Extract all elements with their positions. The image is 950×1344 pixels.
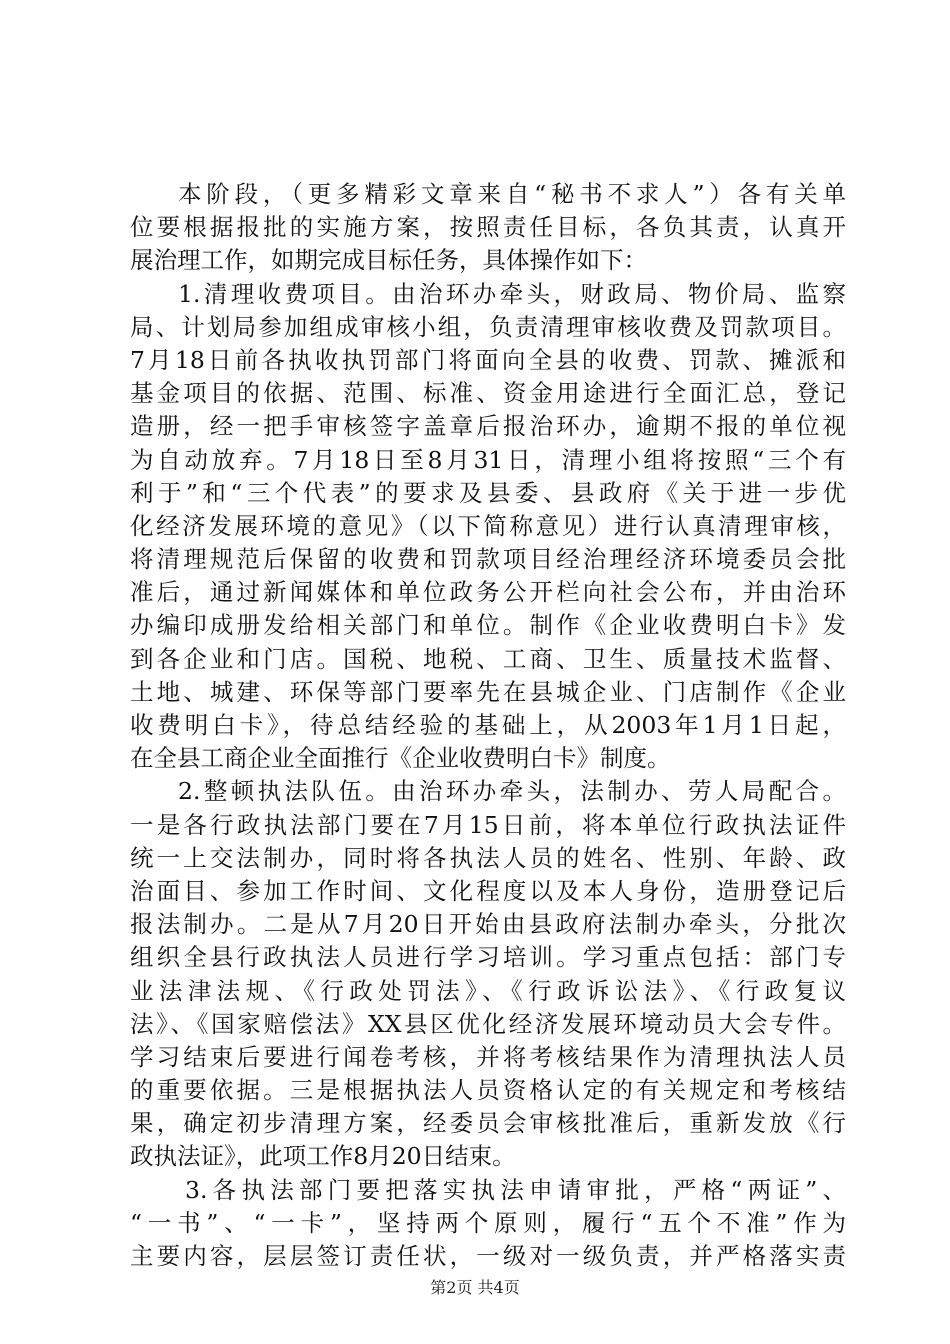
- text-line: 局、计划局参加组成审核小组，负责清理审核收费及罚款项目。: [130, 312, 846, 341]
- text-line: 化经济发展环境的意见》（以下简称意见）进行认真清理审核，: [130, 511, 846, 540]
- text-line: 本阶段，（更多精彩文章来自“秘书不求人”）各有关单: [178, 180, 846, 208]
- text-line: 一是各行政执法部门要在7月15日前，将本单位行政执法证件: [130, 810, 846, 839]
- text-line: 准后，通过新闻媒体和单位政务公开栏向社会公布，并由治环: [130, 578, 846, 607]
- text-line: 业法津法规、《行政处罚法》、《行政诉讼法》、《行政复议: [130, 976, 846, 1005]
- text-line: 基金项目的依据、范围、标准、资金用途进行全面汇总，登记: [130, 379, 846, 408]
- document-body: [130, 178, 846, 1273]
- text-line: 报法制办。二是从7月20日开始由县政府法制办牵头，分批次: [130, 910, 846, 939]
- text-line: 政执法证》，此项工作8月20日结束。: [130, 1142, 516, 1171]
- text-line: 统一上交法制办，同时将各执法人员的姓名、性别、年龄、政: [130, 843, 846, 872]
- text-line: 造册，经一把手审核签字盖章后报治环办，逾期不报的单位视: [130, 412, 846, 441]
- text-line: 3.各执法部门要把落实执法申请审批，严格“两证”、: [185, 1175, 846, 1204]
- text-line: 组织全县行政执法人员进行学习培训。学习重点包括：部门专: [130, 943, 846, 972]
- text-line: 为自动放弃。7月18日至8月31日，清理小组将按照“三个有: [130, 445, 846, 474]
- text-line: 展治理工作，如期完成目标任务，具体操作如下：: [130, 246, 647, 275]
- text-line: 收费明白卡》，待总结经验的基础上，从2003年1月1日起，: [130, 711, 846, 739]
- text-line: 办编印成册发给相关部门和单位。制作《企业收费明白卡》发: [130, 611, 846, 640]
- text-line: 利于”和“三个代表”的要求及县委、县政府《关于进一步优: [130, 478, 846, 507]
- text-line: 位要根据报批的实施方案，按照责任目标，各负其责，认真开: [130, 213, 846, 242]
- text-line: 7月18日前各执收执罚部门将面向全县的收费、罚款、摊派和: [130, 345, 846, 374]
- text-line: 主要内容，层层签订责任状，一级对一级负责，并严格落实责: [130, 1242, 846, 1270]
- text-line: 到各企业和门店。国税、地税、工商、卫生、质量技术监督、: [130, 644, 846, 673]
- text-line: 治面目、参加工作时间、文化程度以及本人身份，造册登记后: [130, 876, 846, 905]
- text-line: 将清理规范后保留的收费和罚款项目经治理经济环境委员会批: [130, 545, 846, 574]
- text-line: 学习结束后要进行闻卷考核，并将考核结果作为清理执法人员: [130, 1042, 846, 1071]
- text-line: 在全县工商企业全面推行《企业收费明白卡》制度。: [130, 744, 671, 773]
- text-line: 果，确定初步清理方案，经委员会审核批准后，重新发放《行: [130, 1109, 846, 1138]
- page-number: 第2页 共4页: [430, 1278, 520, 1297]
- text-line: “一书”、“一卡”，坚持两个原则，履行“五个不准”作为: [130, 1208, 846, 1237]
- text-line: 法》、《国家赔偿法》XX县区优化经济发展环境动员大会专件。: [130, 1009, 846, 1038]
- text-line: 的重要依据。三是根据执法人员资格认定的有关规定和考核结: [130, 1076, 846, 1105]
- text-line: 1.清理收费项目。由治环办牵头，财政局、物价局、监察: [178, 279, 846, 308]
- text-line: 土地、城建、环保等部门要率先在县城企业、门店制作《企业: [130, 677, 846, 706]
- text-line: 2.整顿执法队伍。由治环办牵头，法制办、劳人局配合。: [178, 777, 846, 806]
